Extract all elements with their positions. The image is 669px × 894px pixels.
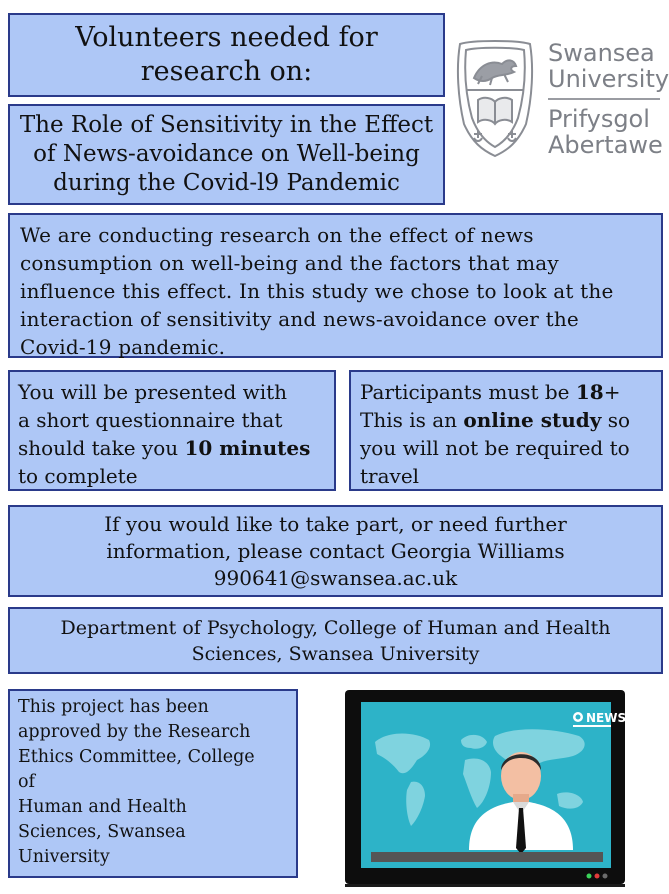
ethics-line-2: approved by the Research xyxy=(18,722,251,742)
questionnaire-line-4: to complete xyxy=(18,464,138,488)
contact-box xyxy=(8,505,663,597)
intro-line-4: interaction of sensitivity and news-avoidance over the xyxy=(20,307,579,331)
requirements-line-2 xyxy=(360,406,652,434)
age-prefix: Participants must be xyxy=(360,380,576,404)
ethics-line-7: University xyxy=(18,847,110,867)
contact-line-2: information, please contact Georgia Williams xyxy=(106,538,565,563)
title-line-2: research on: xyxy=(140,56,313,87)
department-box xyxy=(8,607,663,674)
title-line-1: Volunteers needed for xyxy=(75,22,378,53)
logo-name-university: University xyxy=(548,65,669,93)
online-suffix: so xyxy=(601,408,631,432)
contact-email[interactable]: 990641@swansea.ac.uk xyxy=(213,565,458,590)
logo-name-abertawe: Abertawe xyxy=(548,131,663,159)
age-suffix: + xyxy=(603,380,621,404)
department-line-1: Department of Psychology, College of Human and Health xyxy=(60,616,611,639)
requirements-line-1 xyxy=(360,378,652,406)
topic-line-1: The Role of Sensitivity in the Effect xyxy=(19,112,434,138)
ethics-box xyxy=(8,689,298,878)
online-study-label: online study xyxy=(463,408,602,432)
logo-name-swansea: Swansea xyxy=(548,39,655,67)
news-anchor-tv-icon xyxy=(345,690,625,890)
logo-name-prifysgol: Prifysgol xyxy=(548,105,650,133)
swansea-university-logo xyxy=(452,38,669,166)
ethics-line-6: Sciences, Swansea xyxy=(18,822,186,842)
ethics-line-3: Ethics Committee, College xyxy=(18,747,255,767)
news-tv-illustration xyxy=(345,690,625,890)
contact-line-1: If you would like to take part, or need further xyxy=(104,511,567,536)
requirements-line-3: you will not be required to xyxy=(360,436,630,460)
minimum-age: 18 xyxy=(575,380,604,404)
topic-line-2: of News-avoidance on Well-being xyxy=(33,141,420,167)
requirements-box xyxy=(349,370,663,491)
ethics-line-1: This project has been xyxy=(18,697,209,717)
intro-line-5: Covid-19 pandemic. xyxy=(20,335,226,359)
online-prefix: This is an xyxy=(360,408,464,432)
logo-divider xyxy=(548,98,660,100)
questionnaire-box xyxy=(8,370,336,491)
ethics-line-5: Human and Health xyxy=(18,797,187,817)
intro-line-2: consumption on well-being and the factors that may xyxy=(20,251,559,275)
university-crest-icon xyxy=(452,38,538,160)
department-line-2: Sciences, Swansea University xyxy=(191,642,480,665)
intro-line-3: influence this effect. In this study we chose to look at the xyxy=(20,279,614,303)
title-box xyxy=(8,13,445,97)
intro-line-1: We are conducting research on the effect of news xyxy=(20,223,534,247)
questionnaire-line-1: You will be presented with xyxy=(18,380,288,404)
questionnaire-duration: 10 minutes xyxy=(184,436,311,460)
requirements-line-4: travel xyxy=(360,464,420,488)
questionnaire-line-2: a short questionnaire that xyxy=(18,408,283,432)
topic-box xyxy=(8,104,445,205)
questionnaire-duration-prefix: should take you xyxy=(18,436,185,460)
questionnaire-line-3 xyxy=(18,434,326,462)
topic-line-3: during the Covid-l9 Pandemic xyxy=(53,170,400,196)
intro-box xyxy=(8,213,663,358)
ethics-line-4: of xyxy=(18,772,36,792)
news-label: NEWS xyxy=(586,711,625,725)
